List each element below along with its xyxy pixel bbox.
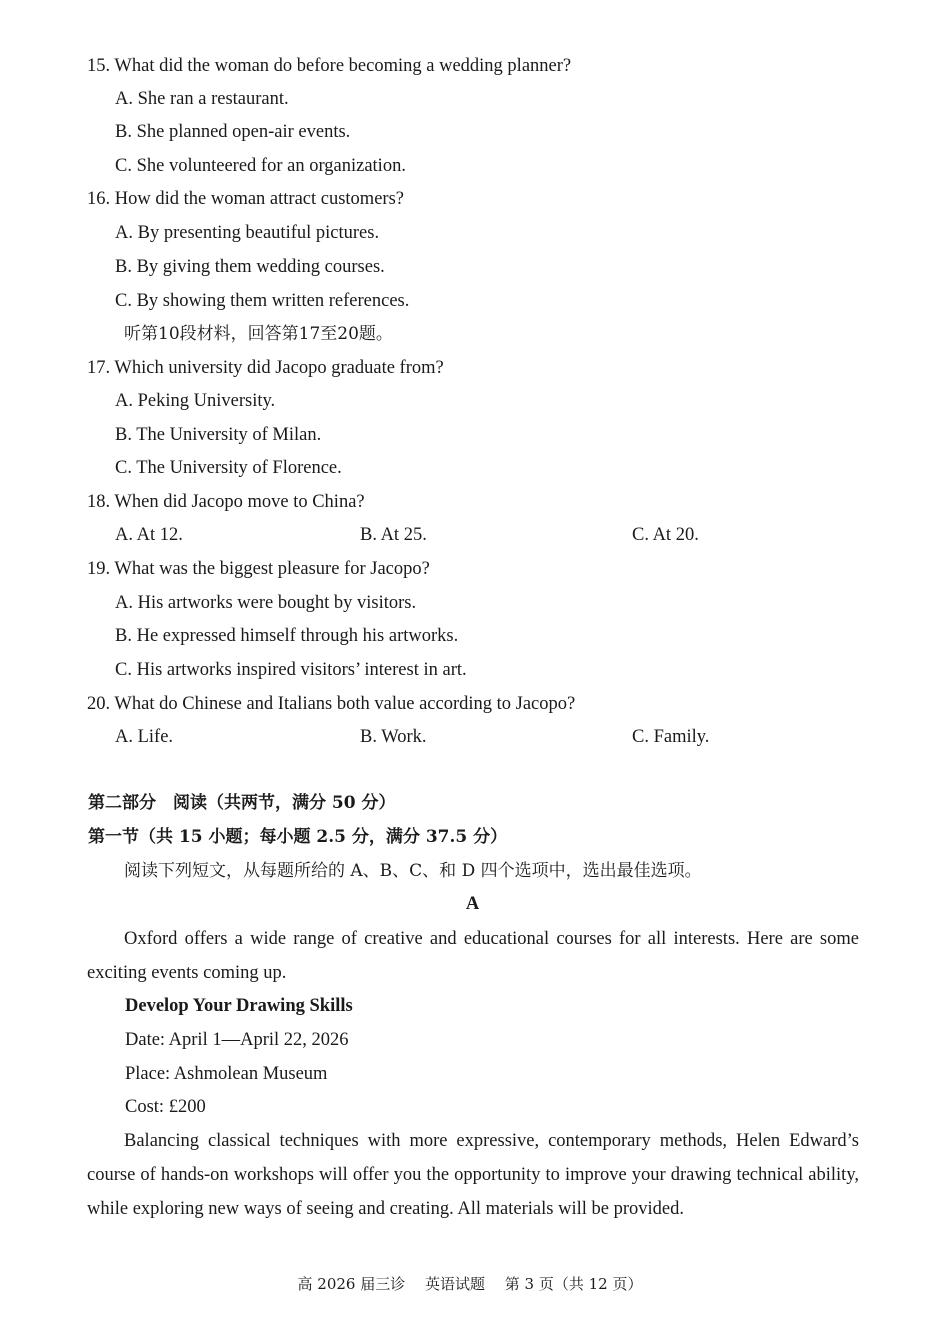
- question-19-option-a: A. His artworks were bought by visitors.: [115, 593, 417, 613]
- page-footer: 高 2026 届三诊 英语试题 第 3 页（共 12 页）: [297, 1275, 643, 1293]
- question-16-option-c: C. By showing them written references.: [115, 291, 410, 311]
- question-19-stem: 19. What was the biggest pleasure for Jacopo?: [87, 559, 430, 579]
- listening-instruction: 听第10段材料，回答第17至20题。: [124, 324, 393, 344]
- question-19-option-b: B. He expressed himself through his artworks.: [115, 626, 459, 646]
- question-15-stem: 15. What did the woman do before becoming a wedding planner?: [87, 56, 572, 76]
- course-title: Develop Your Drawing Skills: [125, 996, 353, 1016]
- part2-heading: 第二部分 阅读（共两节，满分 50 分）: [88, 793, 396, 813]
- question-15-option-c: C. She volunteered for an organization.: [115, 156, 406, 176]
- reading-instruction: 阅读下列短文，从每题所给的 A、B、C、和 D 四个选项中，选出最佳选项。: [124, 861, 702, 881]
- passage-intro-text: Oxford offers a wide range of creative and educational courses for all interests. Here are some exciting events coming up.: [87, 929, 859, 983]
- question-17-option-b: B. The University of Milan.: [115, 425, 322, 445]
- section1-heading: 第一节（共 15 小题；每小题 2.5 分，满分 37.5 分）: [88, 827, 508, 847]
- question-16-option-a: A. By presenting beautiful pictures.: [115, 223, 380, 243]
- course-date: Date: April 1—April 22, 2026: [125, 1030, 349, 1050]
- question-18-option-c: C. At 20.: [632, 525, 699, 545]
- course-description-text: Balancing classical techniques with more expressive, contemporary methods, Helen Edward’s course of hands-on workshops will offer you the opportunity to improve your drawing technical ability, while exploring new ways of seeing and creating. All materials will be provided.: [87, 1131, 859, 1219]
- question-20-stem: 20. What do Chinese and Italians both value according to Jacopo?: [87, 694, 576, 714]
- course-cost: Cost: £200: [125, 1097, 206, 1117]
- course-place: Place: Ashmolean Museum: [125, 1064, 328, 1084]
- question-20-option-a: A. Life.: [115, 727, 174, 747]
- passage-label: A: [465, 894, 480, 914]
- question-20-option-b: B. Work.: [360, 727, 427, 747]
- question-20-option-c: C. Family.: [632, 727, 710, 747]
- question-15-option-a: A. She ran a restaurant.: [115, 89, 289, 109]
- question-16-stem: 16. How did the woman attract customers?: [87, 189, 404, 209]
- question-17-option-c: C. The University of Florence.: [115, 458, 342, 478]
- question-15-option-b: B. She planned open-air events.: [115, 122, 351, 142]
- question-19-option-c: C. His artworks inspired visitors’ interest in art.: [115, 660, 467, 680]
- question-17-option-a: A. Peking University.: [115, 391, 276, 411]
- question-18-stem: 18. When did Jacopo move to China?: [87, 492, 365, 512]
- question-18-option-b: B. At 25.: [360, 525, 427, 545]
- question-18-option-a: A. At 12.: [115, 525, 183, 545]
- question-16-option-b: B. By giving them wedding courses.: [115, 257, 385, 277]
- passage-intro: [87, 922, 859, 990]
- question-17-stem: 17. Which university did Jacopo graduate from?: [87, 358, 444, 378]
- course-description: [87, 1124, 859, 1226]
